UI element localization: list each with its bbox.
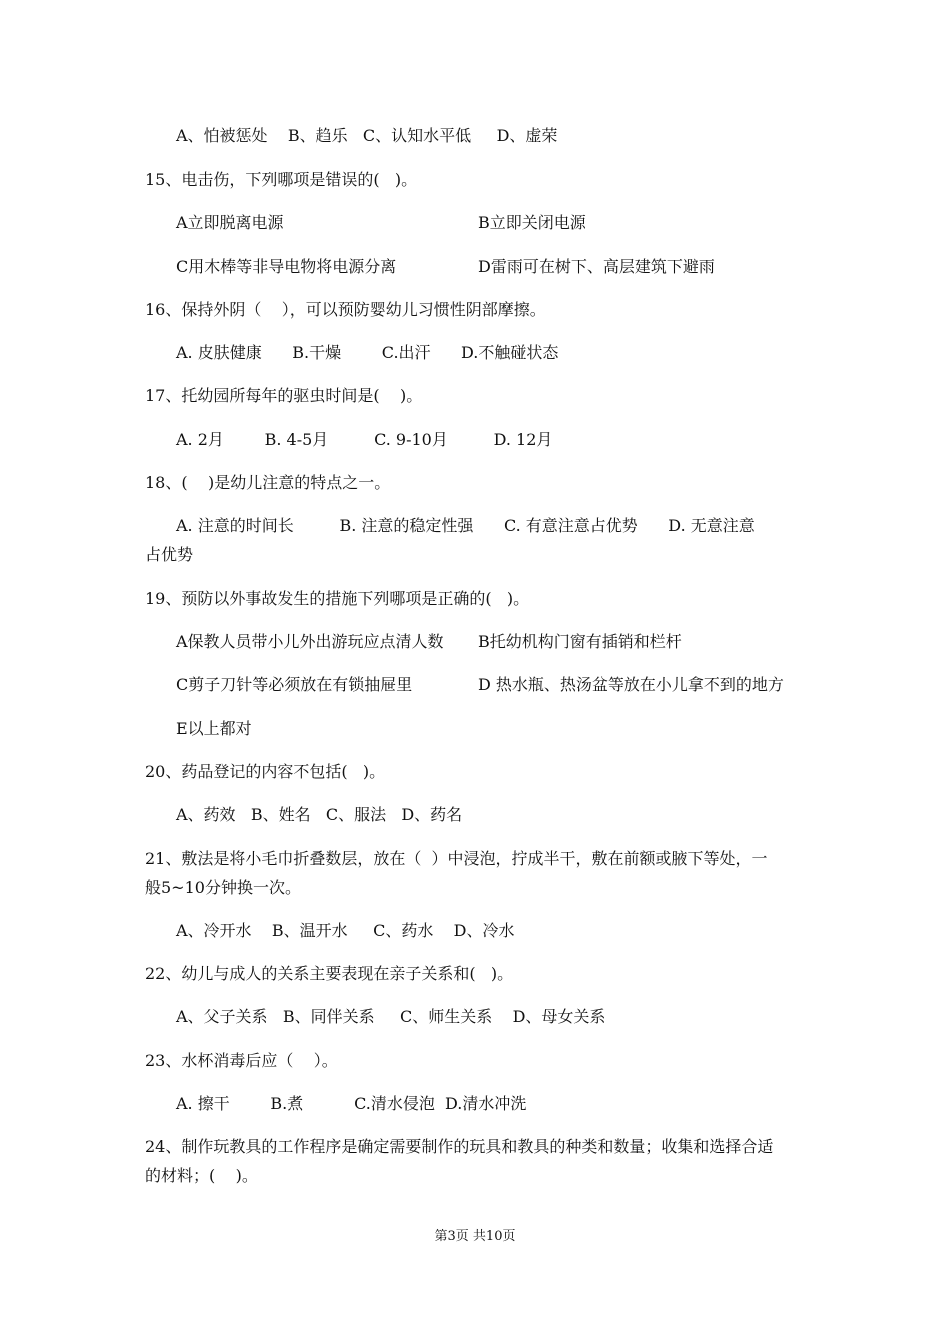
q19-option-a: A保教人员带小儿外出游玩应点清人数 <box>176 632 444 651</box>
q15-option-c: C用木棒等非导电物将电源分离 <box>176 257 397 276</box>
q20-options: A、药效 B、姓名 C、服法 D、药名 <box>176 805 463 824</box>
page-footer: 第3页 共10页 <box>434 1229 516 1244</box>
q19-question: 19、预防以外事故发生的措施下列哪项是正确的( )。 <box>145 589 530 608</box>
q15-option-d: D雷雨可在树下、高层建筑下避雨 <box>478 257 715 276</box>
q24-question: 24、制作玩教具的工作程序是确定需要制作的玩具和教具的种类和数量；收集和选择合适 <box>145 1137 774 1156</box>
q15-option-a: A立即脱离电源 <box>176 213 284 232</box>
q18-options: A. 注意的时间长 B. 注意的稳定性强 C. 有意注意占优势 D. 无意注意 <box>176 516 755 535</box>
q21-question: 21、敷法是将小毛巾折叠数层，放在（ ）中浸泡，拧成半干，敷在前额或腋下等处，一 <box>145 849 768 868</box>
q21-options: A、冷开水 B、温开水 C、药水 D、冷水 <box>176 921 515 940</box>
q14-options: A、怕被惩处 B、趋乐 C、认知水平低 D、虚荣 <box>176 126 558 145</box>
q19-option-d: D 热水瓶、热汤盆等放在小儿拿不到的地方 <box>478 675 784 694</box>
q22-options: A、父子关系 B、同伴关系 C、师生关系 D、母女关系 <box>176 1007 606 1026</box>
q23-question: 23、水杯消毒后应（ ）。 <box>145 1051 338 1070</box>
q16-question: 16、保持外阴（ ），可以预防婴幼儿习惯性阴部摩擦。 <box>145 300 546 319</box>
q17-options: A. 2月 B. 4-5月 C. 9-10月 D. 12月 <box>176 430 553 449</box>
q24-question-cont: 的材料；( )。 <box>145 1166 258 1185</box>
q23-options: A. 擦干 B.煮 C.清水侵泡 D.清水冲洗 <box>176 1094 527 1113</box>
q17-question: 17、托幼园所每年的驱虫时间是( )。 <box>145 386 423 405</box>
q19-option-e: E以上都对 <box>176 719 252 738</box>
q19-option-c: C剪子刀针等必须放在有锁抽屉里 <box>176 675 413 694</box>
q19-option-b: B托幼机构门窗有插销和栏杆 <box>478 632 682 651</box>
q18-options-cont: 占优势 <box>145 545 194 564</box>
q22-question: 22、幼儿与成人的关系主要表现在亲子关系和( )。 <box>145 964 514 983</box>
q20-question: 20、药品登记的内容不包括( )。 <box>145 762 386 781</box>
q15-option-b: B立即关闭电源 <box>478 213 586 232</box>
q15-question: 15、电击伤，下列哪项是错误的( )。 <box>145 170 418 189</box>
q21-question-cont: 般5~10分钟换一次。 <box>145 878 301 897</box>
q18-question: 18、( )是幼儿注意的特点之一。 <box>145 473 391 492</box>
q16-options: A. 皮肤健康 B.干燥 C.出汗 D.不触碰状态 <box>176 343 559 362</box>
